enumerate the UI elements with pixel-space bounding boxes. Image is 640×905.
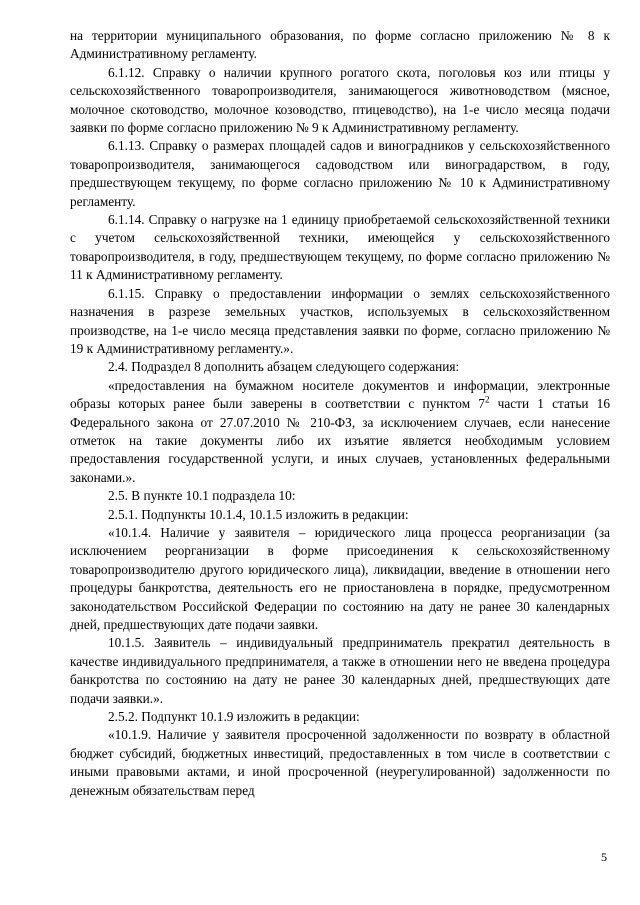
paragraph-2-5: 2.5. В пункте 10.1 подраздела 10: (108, 488, 296, 504)
paragraph-2-4: 2.4. Подраздел 8 дополнить абзацем следующего содержания: (108, 359, 460, 375)
paragraph-2-5-1: 2.5.1. Подпункты 10.1.4, 10.1.5 изложить в редакции: (108, 506, 409, 522)
paragraph-10-1-5: 10.1.5. Заявитель – индивидуальный предприниматель прекратил деятельность в качестве индивидуального предпринимателя, а также в отношении него не введена процедура банкротства по состоянию на дату не ранее 30 календарных дней, предшествующих дате подачи заявки.». (70, 635, 610, 706)
paragraph-quote-subsection-8 (70, 377, 610, 487)
document-body (70, 27, 610, 800)
paragraph-10-1-4: «10.1.4. Наличие у заявителя – юридического лица процесса реорганизации (за исключением реорганизации в форме присоединения к сельскохозяйственному товаропроизводителю другого юридического лица), ликвидации, введение в отношении него процедуры банкротства, деятельность его не приостановлена в порядке, предусмотренном законодательством Российской Федерации по состоянию на дату не ранее 30 календарных дней, предшествующих дате подачи заявки. (70, 524, 610, 632)
quote-text-part-1: «предоставления на бумажном носителе документов и информации, электронные образы которых ранее были заверены в соответствии с пунктом 7 (70, 377, 610, 412)
paragraph-2-5-2: 2.5.2. Подпункт 10.1.9 изложить в редакции: (108, 709, 360, 725)
page-number: 5 (601, 850, 607, 864)
quote-text-part-2: части 1 статьи 16 Федерального закона от 27.07.2010 № 210-ФЗ, за исключением случаев, если нанесение отметок на такие документы либо их изъятие является необходимым условием предоставления государственной услуги, и иных случаев, установленных федеральными законами.». (70, 396, 610, 485)
paragraph-6-1-14: 6.1.14. Справку о нагрузке на 1 единицу приобретаемой сельскохозяйственной техники с учетом сельскохозяйственной техники, имеющейся у сельскохозяйственного товаропроизводителя, в году, предшествующем текущему, по форме согласно приложению № 11 к Административному регламенту. (70, 212, 610, 283)
paragraph-continuation: на территории муниципального образования, по форме согласно приложению № 8 к Административному регламенту. (70, 28, 610, 62)
paragraph-6-1-15: 6.1.15. Справку о предоставлении информации о землях сельскохозяйственного назначения в разрезе земельных участков, используемых в сельскохозяйственном производстве, на 1-е число месяца представления заявки по форме, согласно приложению № 19 к Административному регламенту.». (70, 285, 610, 356)
superscript-2: 2 (484, 394, 490, 405)
paragraph-10-1-9: «10.1.9. Наличие у заявителя просроченной задолженности по возврату в областной бюджет субсидий, бюджетных инвестиций, предоставленных в том числе в соответствии с иными правовыми актами, и иной просроченной (неурегулированной) задолженности по денежным обязательствам перед (70, 727, 610, 798)
paragraph-6-1-12: 6.1.12. Справку о наличии крупного рогатого скота, поголовья коз или птицы у сельскохозяйственного товаропроизводителя, занимающегося животноводством (мясное, молочное скотоводство, молочное козоводство, птицеводство), на 1-е число месяца подачи заявки по форме согласно приложению № 9 к Административному регламенту. (70, 64, 610, 136)
paragraph-6-1-13: 6.1.13. Справку о размерах площадей садов и виноградников у сельскохозяйственного товаропроизводителя, занимающегося садоводством или виноградарством, в году, предшествующем текущему, по форме согласно приложению № 10 к Административному регламенту. (70, 138, 610, 209)
